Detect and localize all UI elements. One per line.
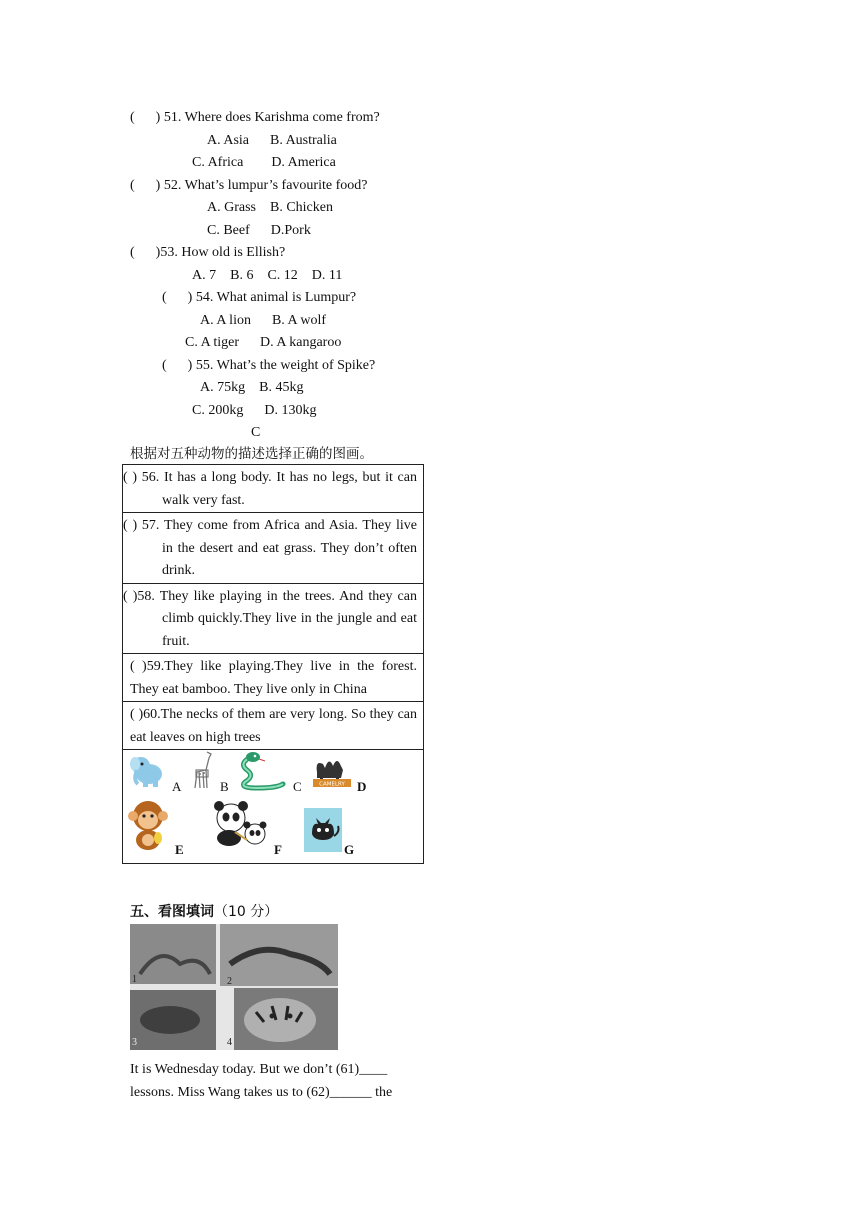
photo-number: 2 [227, 976, 232, 987]
table-row: ( ) 56. It has a long body. It has no legs, but it can walk very fast. [123, 465, 423, 513]
elephant-icon [129, 754, 165, 788]
label-b: B [220, 779, 229, 794]
question-stem: ( ) 54. What animal is Lumpur? [162, 290, 357, 305]
option-line: A. Grass B. Chicken [207, 200, 333, 215]
option-line: A. 7 B. 6 C. 12 D. 11 [192, 268, 343, 283]
passage-line: lessons. Miss Wang takes us to (62)______ the [130, 1085, 393, 1100]
table-row: ( )58. They like playing in the trees. And they can climb quickly.They live in the jungle and eat fruit. [123, 584, 423, 655]
animal-photos-image [130, 924, 338, 1050]
table-row: ( )59.They like playing.They live in the forest. They eat bamboo. They live only in China [123, 654, 423, 702]
option-line: A. 75kg B. 45kg [200, 380, 304, 395]
label-c: C [293, 779, 302, 794]
label-a: A [172, 779, 182, 794]
photo-grid [130, 924, 338, 1050]
option-line: C. 200kg D. 130kg [192, 403, 317, 418]
table-row: ( ) 57. They come from Africa and Asia. They live in the desert and eat grass. They don’t often drink. [123, 513, 423, 584]
question-stem: ( )53. How old is Ellish? [130, 245, 286, 260]
monkey-icon [125, 798, 171, 852]
option-line: C. A tiger D. A kangaroo [185, 335, 342, 350]
option-line: A. A lion B. A wolf [200, 313, 327, 328]
section-title: 五、看图填词（10 分） [130, 904, 279, 920]
matching-table [122, 464, 424, 864]
option-line: A. Asia B. Australia [207, 133, 337, 148]
option-line: C. Beef D.Pork [207, 223, 311, 238]
question-stem: ( ) 52. What’s lumpur’s favourite food? [130, 178, 368, 193]
passage-line: It is Wednesday today. But we don’t (61)____ [130, 1062, 388, 1077]
cat-icon [304, 808, 342, 852]
stray-answer: C [251, 425, 261, 440]
option-line: C. Africa D. America [192, 155, 336, 170]
question-stem: ( ) 51. Where does Karishma come from? [130, 110, 380, 125]
camel-sign-text: CAMELRY [319, 781, 345, 788]
label-d: D [357, 779, 367, 794]
table-row: ( )60.The necks of them are very long. So they can eat leaves on high trees [123, 702, 423, 750]
label-e: E [175, 842, 184, 857]
picture-row [123, 750, 423, 863]
label-g: G [344, 842, 355, 857]
photo-number: 1 [132, 974, 137, 985]
giraffe-icon [189, 750, 217, 790]
panda-icon [207, 800, 273, 850]
photo-number: 3 [132, 1037, 137, 1048]
question-stem: ( ) 55. What’s the weight of Spike? [162, 358, 376, 373]
label-f: F [274, 842, 282, 857]
camel-icon [311, 752, 353, 790]
instruction: 根据对五种动物的描述选择正确的图画。 [130, 446, 373, 462]
photo-number: 4 [227, 1037, 232, 1048]
snake-icon [237, 750, 293, 792]
